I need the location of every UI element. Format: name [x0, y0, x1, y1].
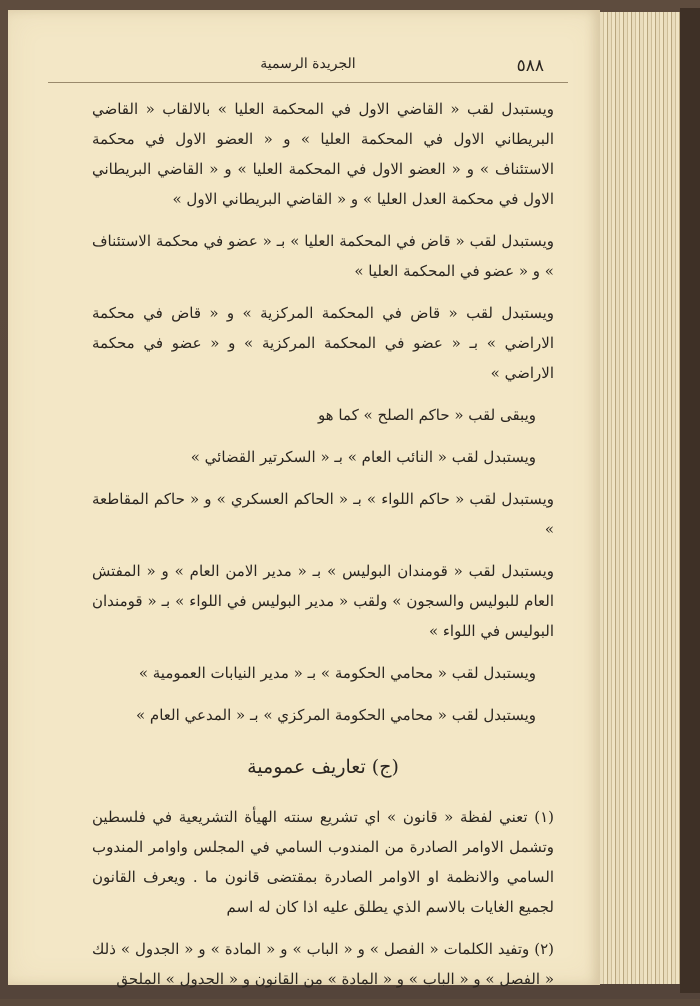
paragraph-definition-1: (١) تعني لفظة « قانون » اي تشريع سنته الهيأة التشريعية في فلسطين وتشمل الاوامر الصادرة من المندوب السامي في المجلس واوامر المندوب السامي والانظمة او الاوامر الصادرة بمقتضى قانون ما . ويعرف القانون لجميع الغايات بالاسم الذي يطلق عليه اذا كان له اسم — [92, 808, 554, 916]
paragraph-magistrate: ويبقى لقب « حاكم الصلح » كما هو — [317, 406, 536, 424]
page-header — [48, 54, 568, 83]
page-sheet — [8, 10, 600, 988]
section-heading: (ج) تعاريف عمومية — [247, 756, 399, 778]
page-number: ٥٨٨ — [516, 56, 544, 76]
paragraph-supreme-court-judge: ويستبدل لقب « قاض في المحكمة العليا » بـ « عضو في محكمة الاستئناف » و « عضو في المحكمة العليا » — [92, 232, 554, 280]
paragraph-district-land-court: ويستبدل لقب « قاض في المحكمة المركزية » و « قاض في محكمة الاراضي » بـ « عضو في المحكمة المركزية » و « عضو في محكمة الاراضي » — [92, 304, 554, 382]
paragraph-police-commandant: ويستبدل لقب « قومندان البوليس » بـ « مدير الامن العام » و « المفتش العام للبوليس والسجون » ولقب « مدير البوليس في اللواء » بـ « قومندان البوليس في اللواء » — [92, 562, 554, 640]
paragraph-chief-justice: ويستبدل لقب « القاضي الاول في المحكمة العليا » بالالقاب « القاضي البريطاني الاول في المحكمة العليا » و « العضو الاول في محكمة الاستئناف » و « العضو الاول في المحكمة العليا » و « القاضي البريطاني الاول في محكمة العدل العليا » و « القاضي البريطاني الاول » — [92, 100, 554, 208]
book-page-edges — [600, 12, 682, 984]
page-body — [92, 94, 554, 1006]
paragraph-government-advocate: ويستبدل لقب « محامي الحكومة » بـ « مدير النيابات العمومية » — [138, 664, 536, 682]
paragraph-district-commissioner: ويستبدل لقب « حاكم اللواء » بـ « الحاكم العسكري » و « حاكم المقاطعة » — [92, 490, 554, 538]
paragraph-definition-2: (٢) وتفيد الكلمات « الفصل » و « الباب » و « المادة » و « الجدول » ذلك « الفصل » و « الباب » و « المادة » من القانون و « الجدول » الملحق — [92, 940, 554, 988]
running-head: الجريدة الرسمية — [260, 56, 356, 72]
paragraph-central-government-advocate: ويستبدل لقب « محامي الحكومة المركزي » بـ « المدعي العام » — [135, 706, 536, 724]
book-cover-edge — [680, 8, 700, 993]
paragraph-attorney-general: ويستبدل لقب « النائب العام » بـ « السكرتير القضائي » — [190, 448, 536, 466]
